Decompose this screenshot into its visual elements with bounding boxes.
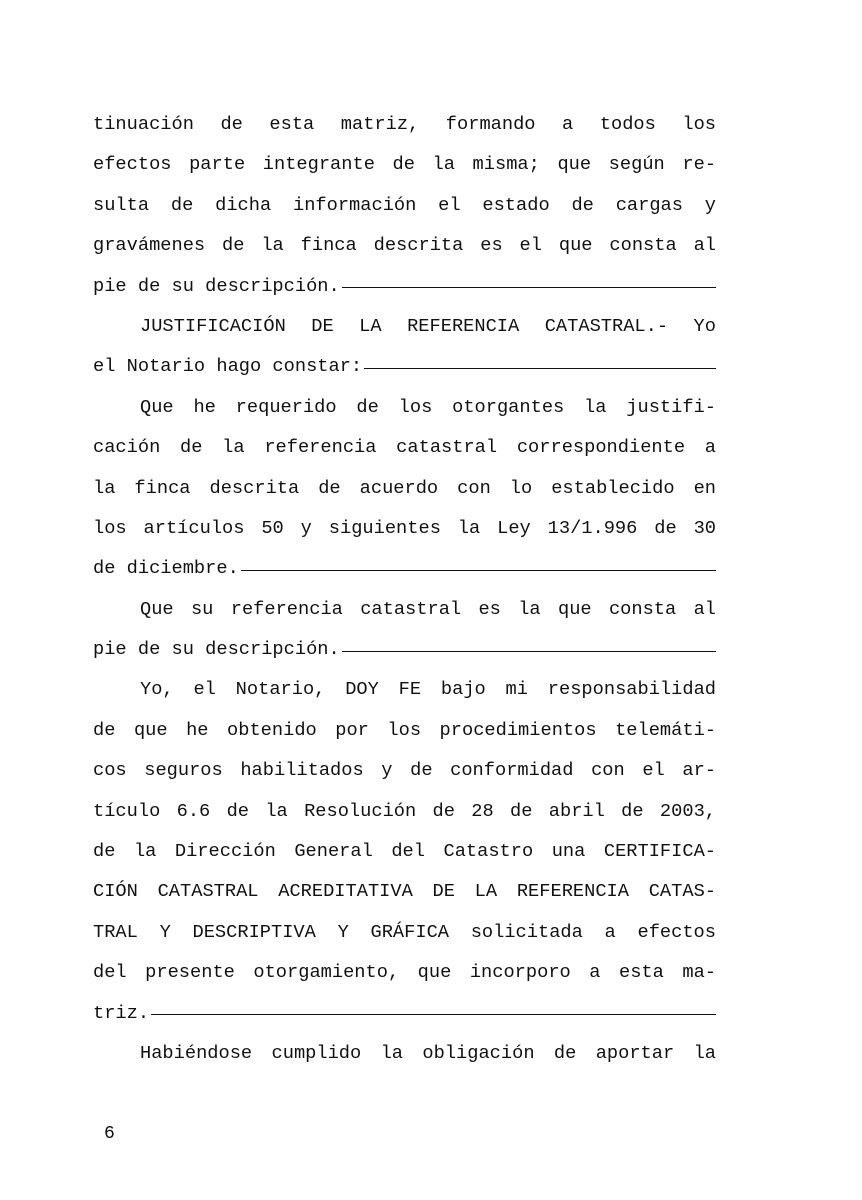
text-line: cación de la referencia catastral correspondiente a [93,436,716,459]
text-line: Que su referencia catastral es la que consta al [140,597,716,620]
text-line: de que he obtenido por los procedimientos telemáti- [93,718,716,741]
text-line: el Notario hago constar: [93,346,716,386]
text-line: Habiéndose cumplido la obligación de aportar la [140,1041,716,1064]
text-line: tinuación de esta matriz, formando a todos los [93,113,716,135]
filler-rule [342,287,716,288]
filler-rule [364,368,716,369]
filler-rule [151,1014,716,1015]
text-line: de la Dirección General del Catastro una CERTIFICA- [93,840,716,863]
text-line: tículo 6.6 de la Resolución de 28 de abril de 2003, [93,799,716,822]
filler-rule [342,651,716,652]
page-number: 6 [104,1124,115,1144]
text-line: JUSTIFICACIÓN DE LA REFERENCIA CATASTRAL.- Yo [140,314,716,337]
text-line: efectos parte integrante de la misma; que según re- [93,153,716,176]
text-line: CIÓN CATASTRAL ACREDITATIVA DE LA REFERENCIA CATAS- [93,880,716,903]
text-line: pie de su descripción. [93,266,716,306]
document-body [93,104,716,1073]
text-line: Que he requerido de los otorgantes la justifi- [140,395,716,418]
text-line: Yo, el Notario, DOY FE bajo mi responsabilidad [140,678,716,701]
text-line: los artículos 50 y siguientes la Ley 13/1.996 de 30 [93,516,716,539]
text-line: pie de su descripción. [93,629,716,669]
filler-rule [241,570,716,571]
text-line: de diciembre. [93,548,716,588]
text-line: la finca descrita de acuerdo con lo establecido en [93,476,716,499]
text-line: cos seguros habilitados y de conformidad con el ar- [93,759,716,782]
text-line: gravámenes de la finca descrita es el que consta al [93,234,716,257]
text-line: sulta de dicha información el estado de cargas y [93,193,716,216]
text-line: triz. [93,993,716,1033]
text-line: TRAL Y DESCRIPTIVA Y GRÁFICA solicitada a efectos [93,920,716,943]
text-line: del presente otorgamiento, que incorporo a esta ma- [93,961,716,984]
